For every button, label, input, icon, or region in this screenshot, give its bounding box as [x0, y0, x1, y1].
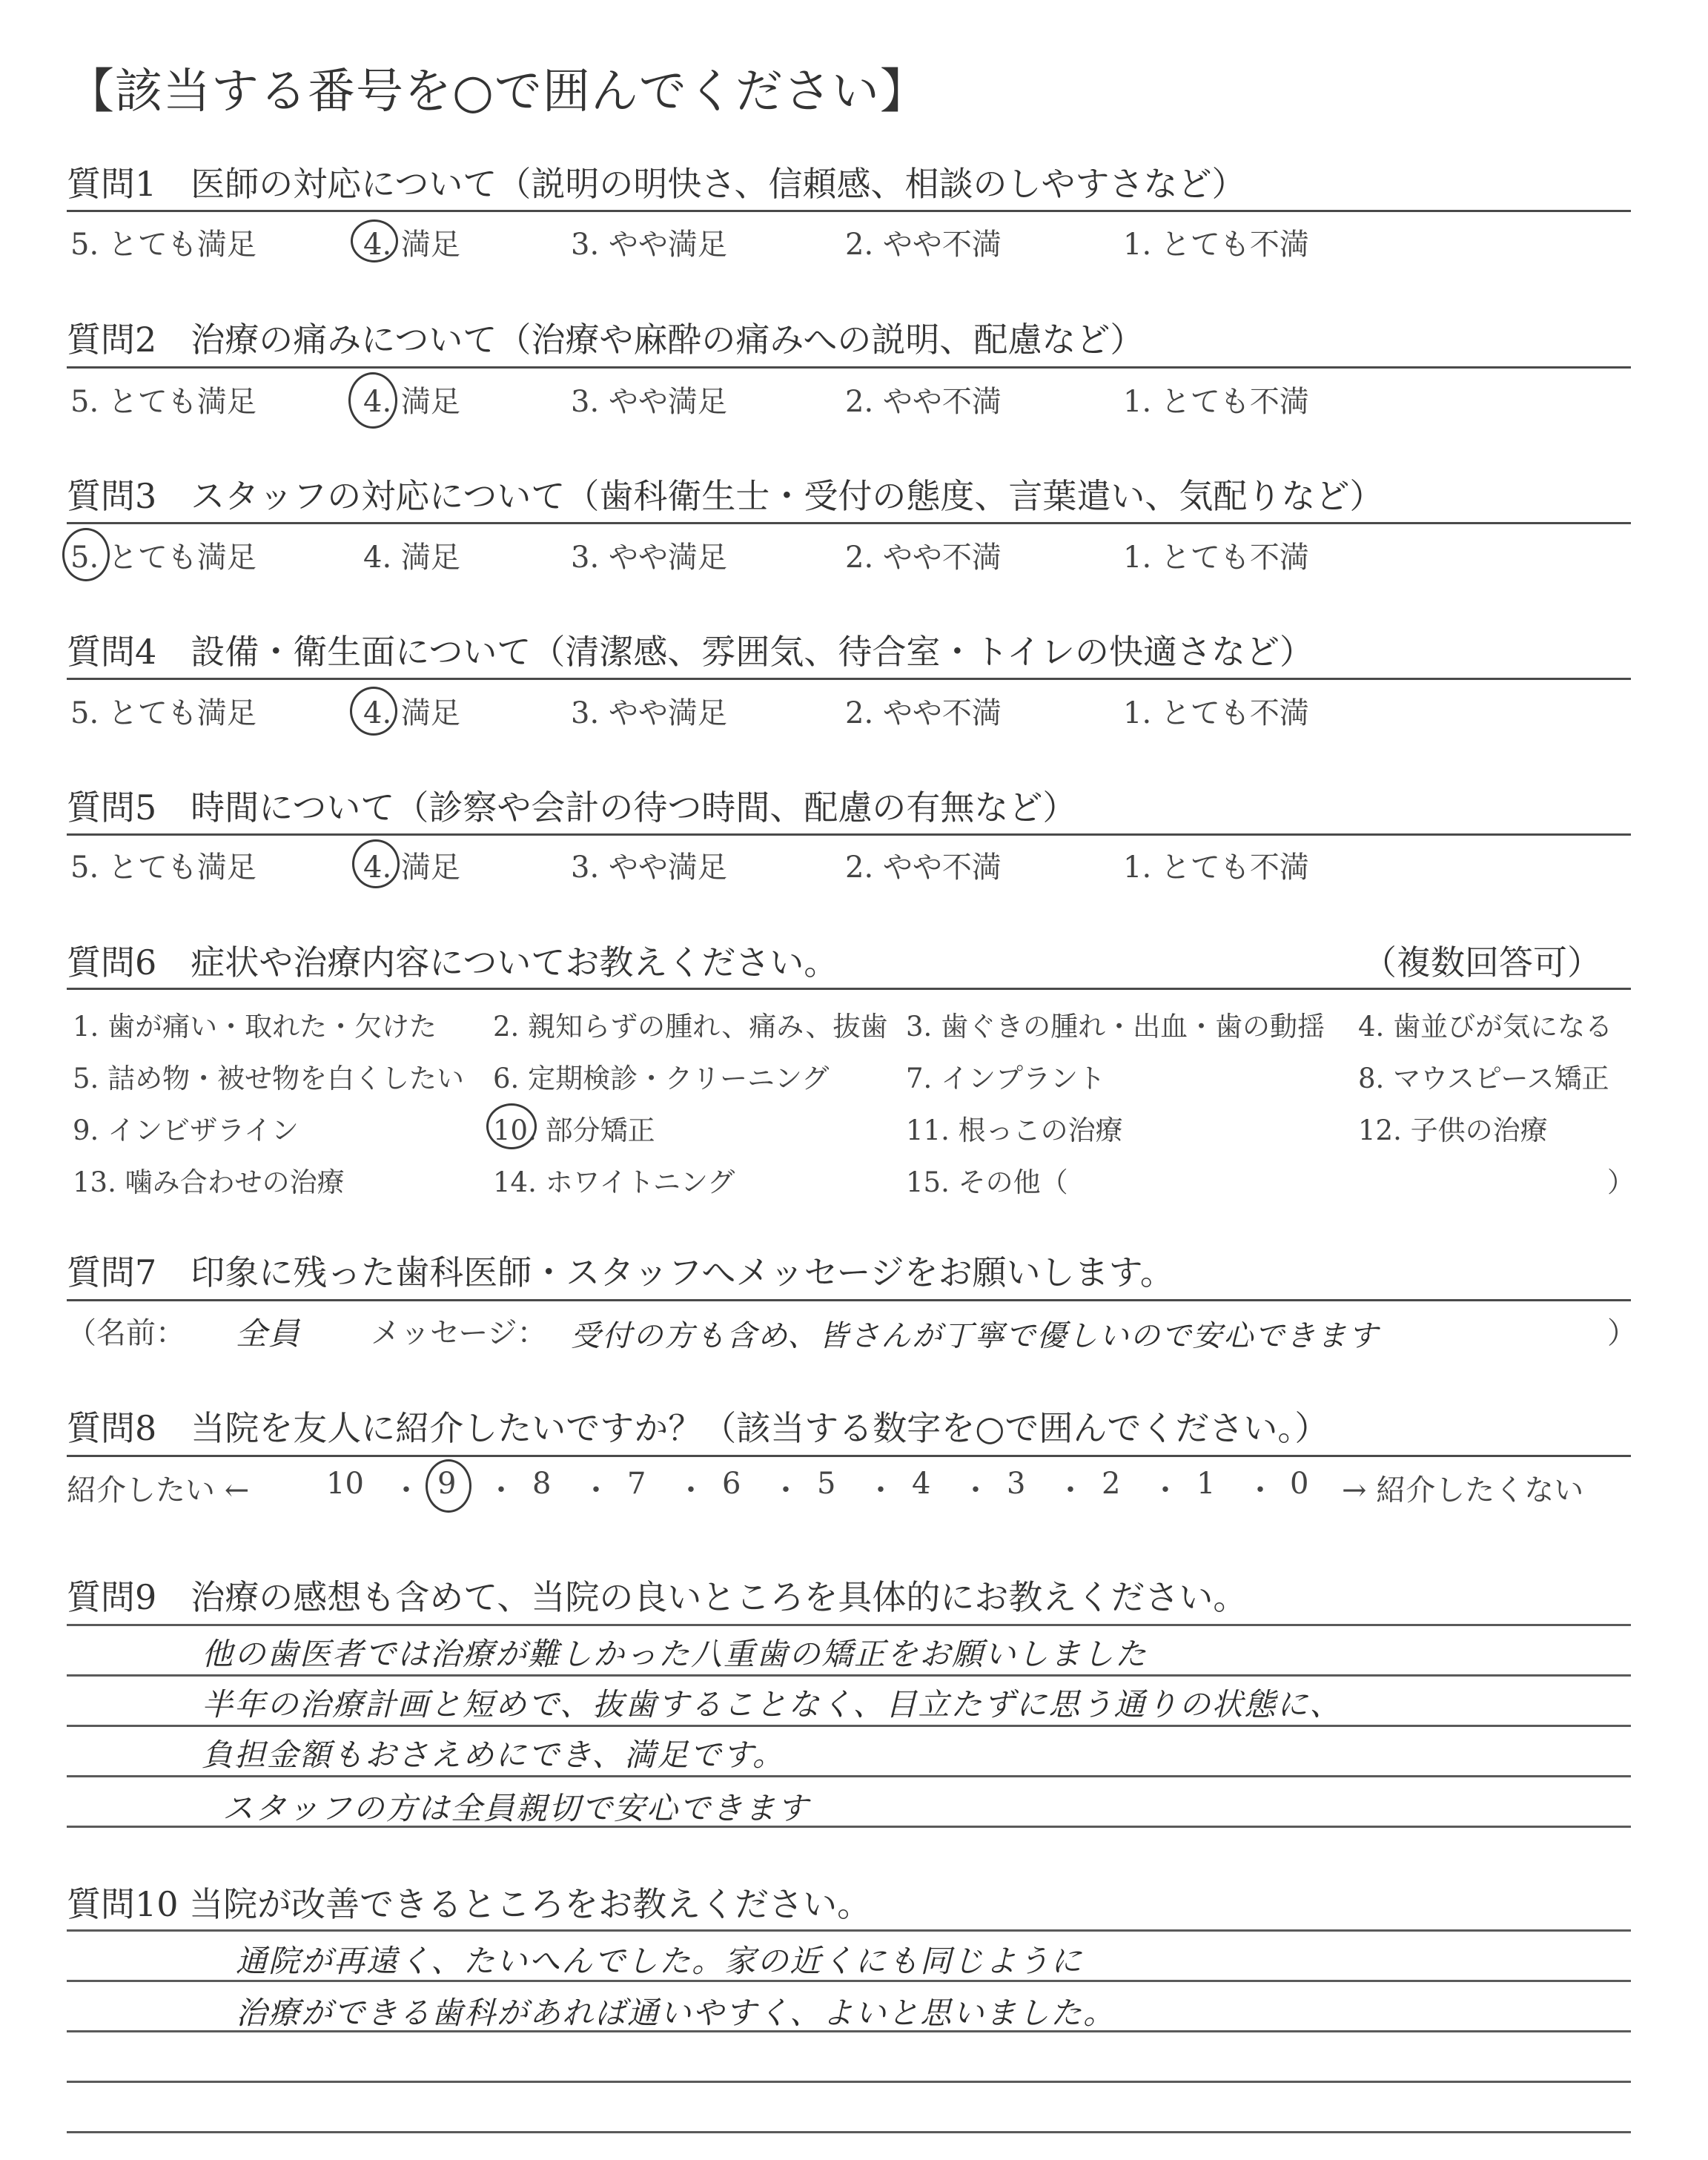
q7-name-value[interactable]: 全員: [236, 1315, 302, 1352]
q3-option-5[interactable]: 5. とても満足: [70, 541, 256, 575]
q8-score-6[interactable]: 6: [722, 1467, 741, 1501]
q6-option-7[interactable]: 7. インプラント: [906, 1063, 1106, 1094]
q8-score-3[interactable]: 3: [1007, 1467, 1026, 1501]
q9-answer-line[interactable]: 負担金額もおさえめにでき、満足です。: [202, 1737, 785, 1773]
q10-answer-rule: [67, 2081, 1631, 2083]
q1-option-4[interactable]: 4. 満足: [363, 228, 460, 262]
q7-message-label: メッセージ：: [371, 1316, 547, 1350]
q7-name-label: （名前：: [67, 1316, 185, 1350]
q6-option-15[interactable]: 15. その他（: [906, 1166, 1068, 1198]
q6-option-14[interactable]: 14. ホワイトニング: [493, 1166, 735, 1198]
q10-answer-line[interactable]: 治療ができる歯科があれば通いやすく、よいと思いました。: [236, 1995, 1116, 2031]
question-6-note: （複数回答可）: [1363, 942, 1601, 982]
q8-score-5[interactable]: 5: [817, 1467, 836, 1501]
q10-answer-rule: [67, 1929, 1631, 1932]
q6-option-6[interactable]: 6. 定期検診・クリーニング: [493, 1063, 830, 1094]
q8-separator: ・: [961, 1473, 990, 1507]
q8-score-4[interactable]: 4: [912, 1467, 931, 1501]
q10-answer-line[interactable]: 通院が再遠く、たいへんでした。家の近くにも同じように: [236, 1943, 1084, 1979]
q1-option-1[interactable]: 1. とても不満: [1123, 228, 1309, 262]
question-1-rule: [67, 210, 1631, 212]
q4-option-4[interactable]: 4. 満足: [363, 696, 460, 730]
q8-right-label: → 紹介したくない: [1342, 1473, 1584, 1507]
q9-answer-rule: [67, 1725, 1631, 1727]
q8-score-0[interactable]: 0: [1290, 1467, 1309, 1501]
question-4-heading: 質問4 設備・衛生面について（清潔感、雰囲気、待合室・トイレの快適さなど）: [67, 632, 1314, 672]
q6-option-10[interactable]: 10. 部分矯正: [493, 1114, 655, 1146]
q6-option-12[interactable]: 12. 子供の治療: [1358, 1114, 1548, 1146]
q8-separator: ・: [1245, 1473, 1275, 1507]
q9-answer-line[interactable]: 半年の治療計画と短めで、抜歯することなく、目立たずに思う通りの状態に、: [202, 1686, 1343, 1723]
q1-option-5[interactable]: 5. とても満足: [70, 228, 256, 262]
question-5-rule: [67, 833, 1631, 836]
q8-separator: ・: [771, 1473, 801, 1507]
q1-option-2[interactable]: 2. やや不満: [845, 228, 1002, 262]
q6-option-5[interactable]: 5. 詰め物・被せ物を白くしたい: [73, 1063, 465, 1094]
q4-option-3[interactable]: 3. やや満足: [571, 696, 727, 730]
q8-score-7[interactable]: 7: [627, 1467, 646, 1501]
q3-selection-circle: [62, 528, 110, 581]
q8-score-2[interactable]: 2: [1102, 1467, 1121, 1501]
q6-option-1[interactable]: 1. 歯が痛い・取れた・欠けた: [73, 1011, 437, 1043]
q8-score-10[interactable]: 10: [326, 1467, 364, 1501]
q6-option-2[interactable]: 2. 親知らずの腫れ、痛み、抜歯: [493, 1011, 888, 1043]
q5-option-5[interactable]: 5. とても満足: [70, 851, 256, 885]
q5-option-2[interactable]: 2. やや不満: [845, 851, 1002, 885]
q3-option-3[interactable]: 3. やや満足: [571, 541, 727, 575]
q6-selection-circle: [486, 1103, 537, 1149]
q10-answer-rule: [67, 2131, 1631, 2133]
q8-score-9[interactable]: 9: [437, 1467, 457, 1501]
q6-option-13[interactable]: 13. 噛み合わせの治療: [73, 1166, 345, 1198]
question-3-heading: 質問3 スタッフの対応について（歯科衛生士・受付の態度、言葉遣い、気配りなど）: [67, 476, 1384, 516]
question-9-heading: 質問9 治療の感想も含めて、当院の良いところを具体的にお教えください。: [67, 1577, 1248, 1617]
q5-option-4[interactable]: 4. 満足: [363, 851, 460, 885]
q8-left-label: 紹介したい ←: [67, 1473, 250, 1507]
q9-answer-rule: [67, 1674, 1631, 1677]
q8-separator: ・: [676, 1473, 706, 1507]
question-7-heading: 質問7 印象に残った歯科医師・スタッフへメッセージをお願いします。: [67, 1252, 1174, 1292]
q6-option-8[interactable]: 8. マウスピース矯正: [1358, 1063, 1609, 1094]
q6-option-3[interactable]: 3. 歯ぐきの腫れ・出血・歯の動揺: [906, 1011, 1325, 1043]
q4-option-1[interactable]: 1. とても不満: [1123, 696, 1309, 730]
q9-answer-line[interactable]: スタッフの方は全員親切で安心できます: [222, 1790, 810, 1826]
q6-option-4[interactable]: 4. 歯並びが気になる: [1358, 1011, 1613, 1043]
q8-selection-circle: [426, 1459, 471, 1513]
q8-separator: ・: [391, 1473, 421, 1507]
q9-answer-line[interactable]: 他の歯医者では治療が難しかった八重歯の矯正をお願いしました: [202, 1636, 1148, 1672]
question-2-rule: [67, 366, 1631, 369]
q2-option-4[interactable]: 4. 満足: [363, 385, 460, 419]
question-1-heading: 質問1 医師の対応について（説明の明快さ、信頼感、相談のしやすさなど）: [67, 164, 1246, 204]
q8-separator: ・: [1151, 1473, 1180, 1507]
q5-option-1[interactable]: 1. とても不満: [1123, 851, 1309, 885]
q1-selection-circle: [351, 219, 398, 262]
q2-selection-circle: [348, 372, 397, 429]
q1-option-3[interactable]: 3. やや満足: [571, 228, 727, 262]
question-8-rule: [67, 1455, 1631, 1457]
q8-separator: ・: [866, 1473, 896, 1507]
page-title: 【該当する番号を○で囲んでください】: [67, 65, 928, 119]
q2-option-3[interactable]: 3. やや満足: [571, 385, 727, 419]
q7-message-value[interactable]: 受付の方も含め、皆さんが丁寧で優しいので安心できます: [571, 1319, 1380, 1353]
q7-close-paren: ）: [1607, 1316, 1637, 1350]
q8-score-1[interactable]: 1: [1196, 1467, 1216, 1501]
q4-option-2[interactable]: 2. やや不満: [845, 696, 1002, 730]
q3-option-4[interactable]: 4. 満足: [363, 541, 460, 575]
question-4-rule: [67, 678, 1631, 680]
question-3-rule: [67, 522, 1631, 524]
q8-separator: ・: [581, 1473, 611, 1507]
question-5-heading: 質問5 時間について（診察や会計の待つ時間、配慮の有無など）: [67, 787, 1077, 828]
q2-option-1[interactable]: 1. とても不満: [1123, 385, 1309, 419]
q5-selection-circle: [352, 839, 400, 888]
q9-answer-rule: [67, 1775, 1631, 1777]
question-7-rule: [67, 1299, 1631, 1301]
q5-option-3[interactable]: 3. やや満足: [571, 851, 727, 885]
q3-option-2[interactable]: 2. やや不満: [845, 541, 1002, 575]
q9-answer-rule: [67, 1624, 1631, 1626]
q6-option-11[interactable]: 11. 根っこの治療: [906, 1114, 1123, 1146]
q4-selection-circle: [350, 687, 397, 736]
q3-option-1[interactable]: 1. とても不満: [1123, 541, 1309, 575]
question-10-heading: 質問10 当院が改善できるところをお教えください。: [67, 1884, 872, 1924]
q8-separator: ・: [486, 1473, 516, 1507]
q2-option-5[interactable]: 5. とても満足: [70, 385, 256, 419]
q6-option-15-close: ）: [1607, 1166, 1635, 1198]
question-2-heading: 質問2 治療の痛みについて（治療や麻酔の痛みへの説明、配慮など）: [67, 320, 1145, 360]
q2-option-2[interactable]: 2. やや不満: [845, 385, 1002, 419]
question-8-heading: 質問8 当院を友人に紹介したいですか？（該当する数字を○で囲んでください。）: [67, 1408, 1329, 1448]
q4-option-5[interactable]: 5. とても満足: [70, 696, 256, 730]
question-6-rule: [67, 988, 1631, 990]
question-6-heading: 質問6 症状や治療内容についてお教えください。: [67, 942, 838, 982]
q8-score-8[interactable]: 8: [532, 1467, 552, 1501]
q8-separator: ・: [1056, 1473, 1085, 1507]
q6-option-9[interactable]: 9. インビザライン: [73, 1114, 299, 1146]
